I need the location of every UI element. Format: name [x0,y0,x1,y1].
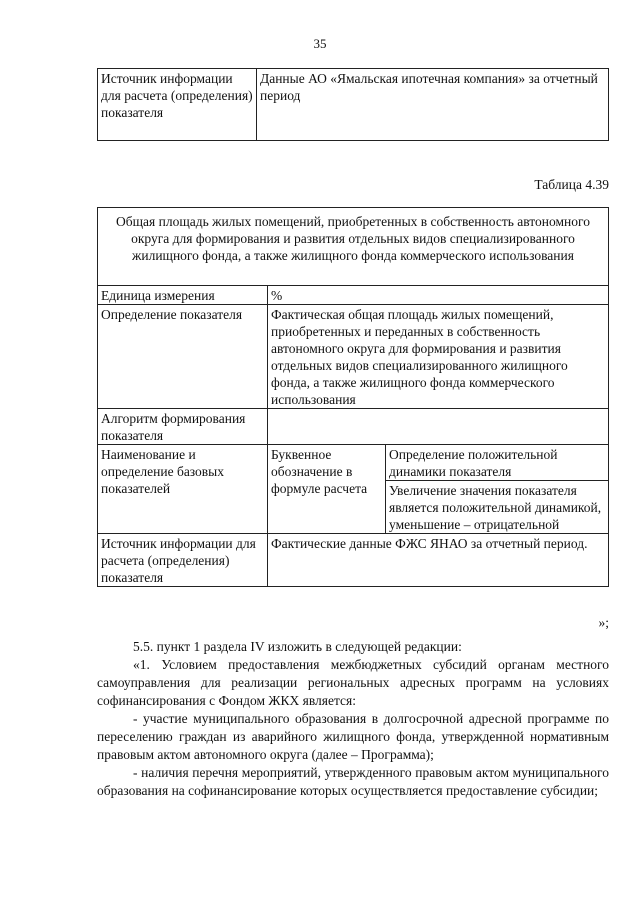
info-source-label-cell: Источник информации для расчета (определения) показателя [98,534,268,587]
definition-label-cell: Определение показателя [98,305,268,409]
algorithm-label-cell: Алгоритм формирования показателя [98,409,268,445]
positive-dynamics-value-cell: Увеличение значения показателя является положительной динамикой, уменьшение – отрицательной [386,481,609,534]
indicator-title-cell: Общая площадь жилых помещений, приобретенных в собственность автономного округа для формирования и развития отдельных видов специализированного жилищного фонда, а также жилищного фонда коммерческого использования [98,208,609,286]
source-label-cell: Источник информации для расчета (определения) показателя [98,69,257,141]
body-text [97,638,609,800]
info-source-value-cell: Фактические данные ФЖС ЯНАО за отчетный период. [268,534,609,587]
paragraph-5-5: 5.5. пункт 1 раздела IV изложить в следующей редакции: [133,639,462,654]
page-number: 35 [313,36,327,51]
positive-dynamics-label-cell: Определение положительной динамики показателя [386,445,609,481]
paragraph-measures-list: - наличия перечня мероприятий, утвержденного правовым актом муниципального образования на софинансирование которых осуществляется предоставление субсидии; [97,765,609,798]
indicator-table [97,207,609,587]
table-caption: Таблица 4.39 [534,177,609,192]
letter-designation-cell: Буквенное обозначение в формуле расчета [268,445,386,534]
unit-value-cell: % [268,286,609,305]
closing-quote: »; [598,615,609,630]
base-indicators-label-cell: Наименование и определение базовых показателей [98,445,268,534]
definition-value-cell: Фактическая общая площадь жилых помещений, приобретенных и переданных в собственность автономного округа для формирования и развития отдельных видов специализированного жилищного фонда, а также жилищного фонда коммерческого использования [268,305,609,409]
algorithm-value-cell [268,409,609,445]
paragraph-participation: - участие муниципального образования в долгосрочной адресной программе по переселению граждан из аварийного жилищного фонда, утвержденной нормативным правовым актом автономного округа (далее – Программа); [97,711,609,762]
paragraph-condition: «1. Условием предоставления межбюджетных субсидий органам местного самоуправления для реализации региональных адресных программ на условиях софинансирования с Фондом ЖКХ является: [97,657,609,708]
source-value-cell: Данные АО «Ямальская ипотечная компания» за отчетный период [257,69,609,141]
source-info-table [97,68,609,141]
unit-label-cell: Единица измерения [98,286,268,305]
